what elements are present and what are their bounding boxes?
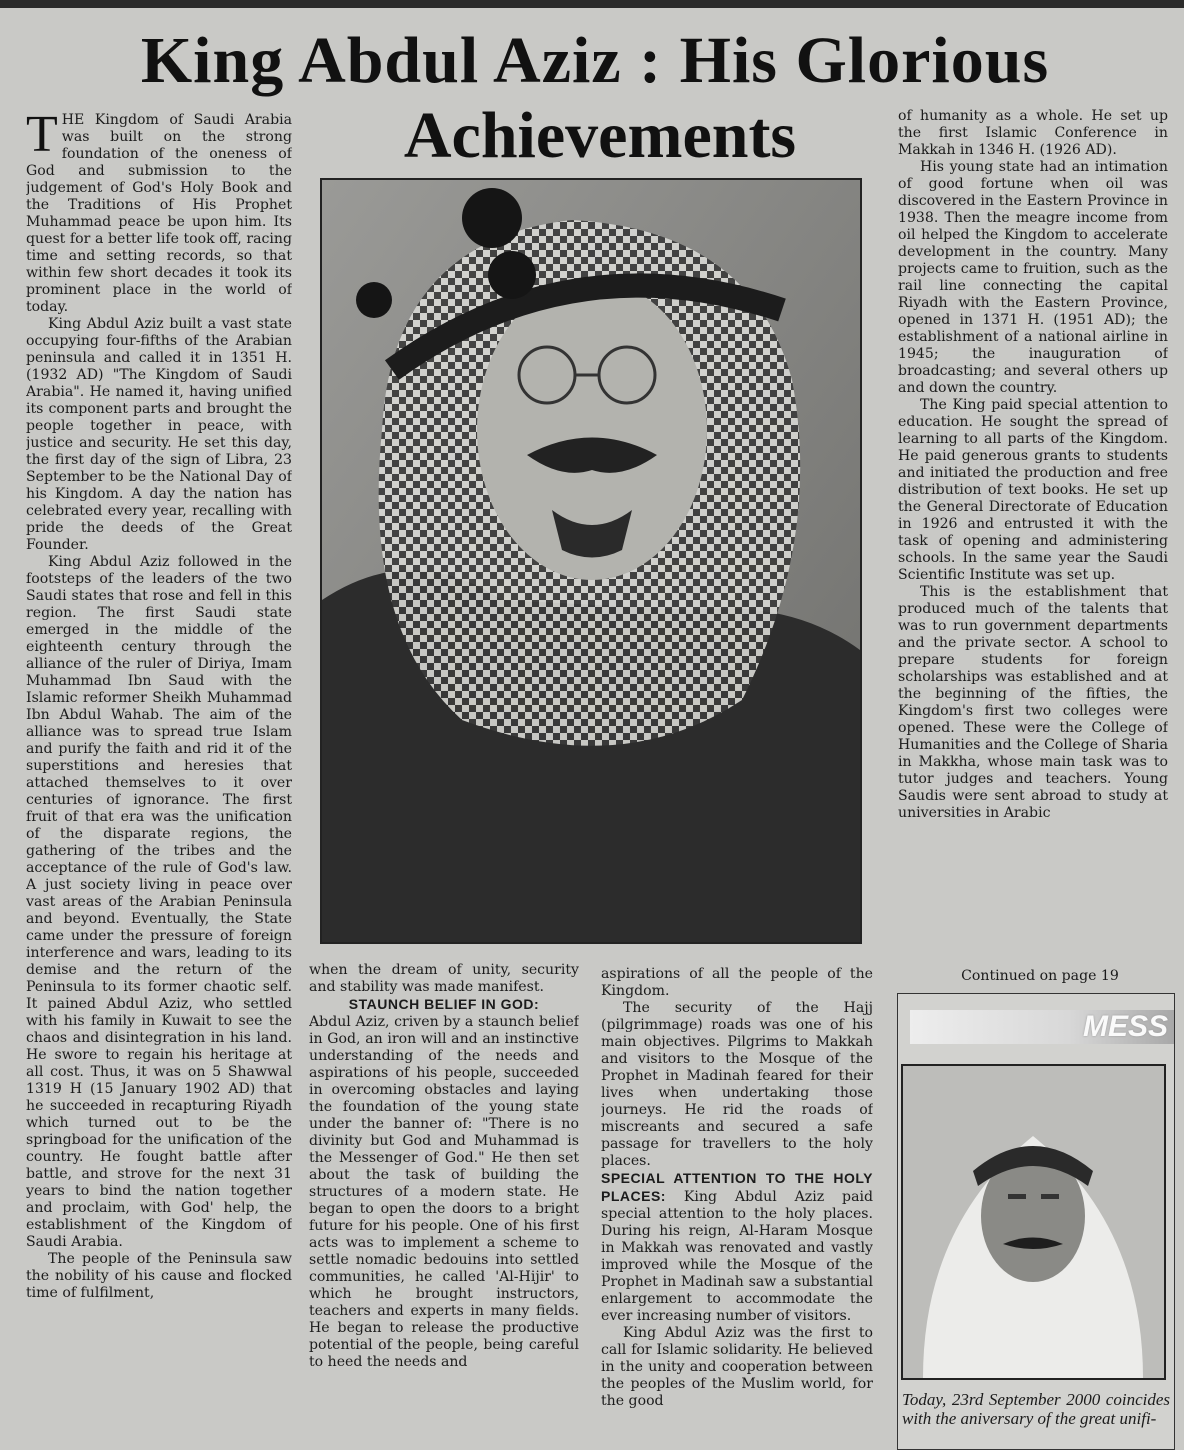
article-column-4	[898, 108, 1168, 968]
official-portrait-illustration	[903, 1066, 1164, 1378]
sidebar-box	[897, 993, 1175, 1450]
portrait-illustration	[322, 180, 860, 942]
article-column-3	[601, 966, 873, 1448]
paragraph: The King paid special attention to education. He sought the spread of learning to all parts of the Kingdom. He paid generous grants to students and initiated the production and free distribution of text books. He set up the General Directorate of Education in 1926 and entrusted it with the task of opening and administering schools. In the same year the Saudi Scientific Institute was set up.	[898, 397, 1168, 583]
paragraph-text: HE Kingdom of Saudi Arabia was built on the strong foundation of the oneness of God and submission to the judgement of God's Holy Book and the Traditions of His Prophet Muhammad peace be upon him. Its quest for a better life took off, racing time and setting records, so that within few short decades it took its prominent place in the world of today.	[26, 112, 292, 315]
article-column-2	[309, 962, 579, 1448]
paragraph: aspirations of all the people of the Kingdom.	[601, 966, 873, 999]
drop-cap: T	[26, 112, 58, 163]
official-portrait-photo	[901, 1064, 1166, 1380]
sidebar-banner: MESS	[910, 1010, 1174, 1044]
paragraph	[26, 112, 292, 316]
paragraph: of humanity as a whole. He set up the first Islamic Conference in Makkah in 1346 H. (1926 AD).	[898, 108, 1168, 158]
paragraph: King Abdul Aziz built a vast state occupying four-fifths of the Arabian peninsula and called it in 1351 H. (1932 AD) "The Kingdom of Saudi Arabia". He named it, having unified its component parts and brought the people together in peace, with justice and security. He set this day, the first day of the sign of Libra, 23 September to be the National Day of his Kingdom. A day the nation has celebrated every year, recalling with pride the deeds of the Great Founder.	[26, 316, 292, 553]
paragraph: His young state had an intimation of good fortune when oil was discovered in the Eastern Province in 1938. Then the meagre income from oil helped the Kingdom to accelerate development in the country. Many projects came to fruition, such as the rail line connecting the capital Riyadh with the Eastern Province, opened in 1371 H. (1951 AD); the establishment of a national airline in 1945; the inauguration of broadcasting; and several others up and down the country.	[898, 159, 1168, 396]
subheading-staunch-belief: STAUNCH BELIEF IN GOD:	[348, 996, 540, 1012]
paragraph-text: King Abdul Aziz paid special attention to the holy places. During his reign, Al-Haram Mosque in Makkah was renovated and vastly improved while the Mosque of the Prophet in Madinah saw a substantial enlargement to accommodate the ever increasing number of visitors.	[601, 1189, 873, 1324]
paragraph: when the dream of unity, security and stability was made manifest.	[309, 962, 579, 995]
paragraph	[309, 996, 579, 1014]
paragraph: King Abdul Aziz was the first to call for Islamic solidarity. He believed in the unity and cooperation between the peoples of the Muslim world, for the good	[601, 1325, 873, 1409]
paragraph	[601, 1170, 873, 1325]
continued-note: Continued on page 19	[961, 968, 1119, 984]
headline-line-1: King Abdul Aziz : His Glorious	[140, 24, 1050, 97]
paragraph: Abdul Aziz, criven by a staunch belief in God, an iron will and an instinctive understanding of the needs and aspirations of his people, succeeded in overcoming obstacles and laying the foundation of the young state under the banner of: "There is no divinity but God and Muhammad is the Messenger of God." He then set about the task of building the structures of a modern state. He began to open the doors to a bright future for his people. One of his first acts was to implement a scheme to settle nomadic bedouins into settled communities, he called 'Al-Hijir' to which he brought instructors, teachers and experts in many fields. He began to release the productive potential of the people, being careful to heed the needs and	[309, 1014, 579, 1370]
top-rule	[0, 0, 1184, 8]
subheading-holy-places: SPECIAL ATTENTION TO THE HOLY PLACES:	[601, 1170, 873, 1204]
paragraph: The security of the Hajj (pilgrimmage) roads was one of his main objectives. Pilgrims to Makkah and visitors to the Mosque of the Prophet in Madinah feared for their lives when undertaking those journeys. He rid the roads of miscreants and secured a safe passage for travellers to the holy places.	[601, 1000, 873, 1169]
paragraph: This is the establishment that produced much of the talents that was to run government departments and the private sector. A school to prepare students for foreign scholarships was established and at the beginning of the fifties, the Kingdom's first two colleges were opened. These were the College of Humanities and the College of Sharia in Makkha, whose main task was to tutor judges and teachers. Young Saudis were sent abroad to study at universities in Arabic	[898, 584, 1168, 821]
paragraph: King Abdul Aziz followed in the footsteps of the leaders of the two Saudi states that rose and fell in this region. The first Saudi state emerged in the middle of the eighteenth century through the alliance of the ruler of Diriya, Imam Muhammad Ibn Saud with the Islamic reformer Sheikh Muhammad Ibn Abdul Wahab. The aim of the alliance was to spread true Islam and purify the faith and rid it of the superstitions and heresies that attached themselves to it over centuries of ignorance. The first fruit of that era was the unification of the disparate regions, the gathering of the tribes and the acceptance of the rule of God's law. A just society living in peace over vast areas of the Arabian Peninsula and beyond. Eventually, the State came under the pressure of foreign interference and wars, leading to its demise and the return of the Peninsula to its former chaotic self. It pained Abdul Aziz, who settled with his family in Kuwait to see the chaos and disintegration in his land. He swore to regain his heritage at all cost. Thus, it was on 5 Shawwal 1319 H (15 January 1902 AD) that he succeeded in recapturing Riyadh which turned out to be the springboad for the unification of the country. He fought battle after battle, and strove for the next 31 years to bind the nation together and proclaim, with God' help, the establishment of the Kingdom of Saudi Arabia.	[26, 554, 292, 1250]
headline-line-2: Achievements	[403, 99, 797, 172]
sidebar-caption: Today, 23rd September 2000 coincides with the aniversary of the great unifi-	[902, 1390, 1170, 1428]
king-portrait-photo	[320, 178, 862, 944]
paragraph: The people of the Peninsula saw the nobility of his cause and flocked time of fulfilment,	[26, 1251, 292, 1301]
article-column-1	[26, 112, 292, 1448]
